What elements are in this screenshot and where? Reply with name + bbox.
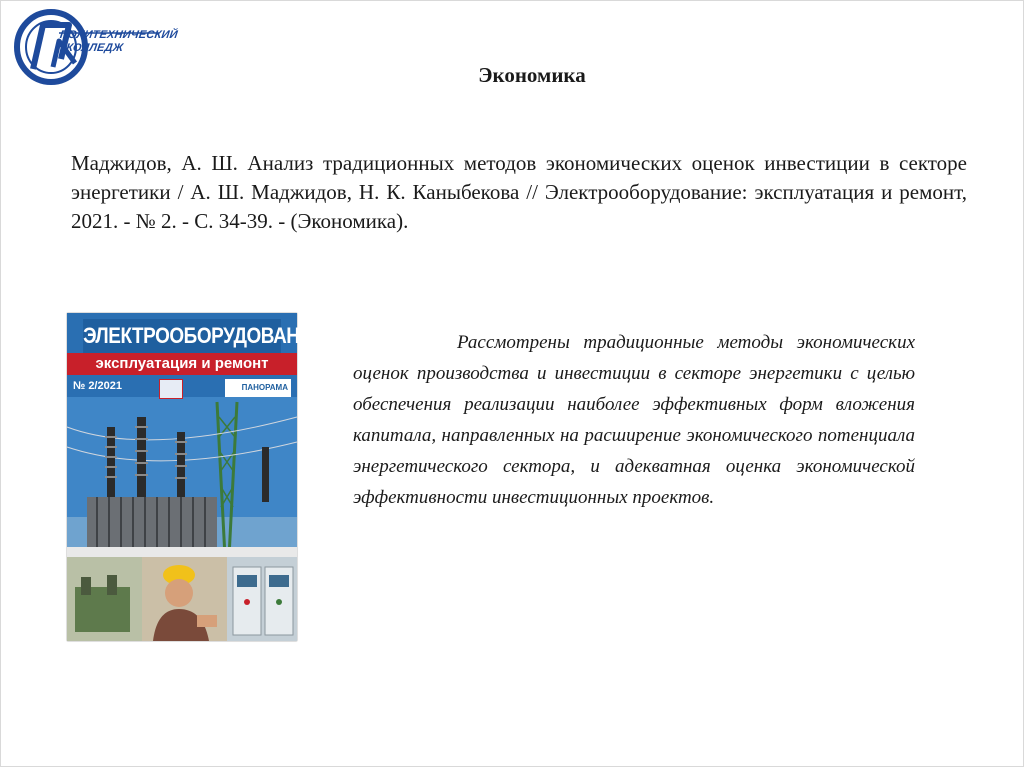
bibliographic-citation: Маджидов, А. Ш. Анализ традиционных методов экономических оценок инвестиции в секторе энергетики / А. Ш. Маджидов, Н. К. Каныбекова // Электрооборудование: эксплуатация и ремонт, 2021. - № 2. - С. 34-39. - (Экономика). [71, 151, 967, 233]
cover-issue-number: № 2/2021 [73, 380, 122, 392]
logo-line2: КОЛЛЕДЖ [65, 42, 125, 54]
logo-line1: ПОЛИТЕХНИЧЕСКИЙ [59, 29, 179, 41]
journal-cover-image [67, 313, 325, 641]
page-title: Экономика [478, 63, 586, 87]
cover-subtitle: эксплуатация и ремонт [67, 353, 297, 375]
cover-badge-icon [159, 379, 183, 399]
cover-title: ЭЛЕКТРООБОРУДОВАНИЕ [83, 319, 281, 353]
cover-photo-collage [67, 397, 297, 641]
logo-text [57, 29, 178, 55]
abstract-text: Рассмотрены традиционные методы экономических оценок производства и инвестиции в секторе энергетики с целью обеспечения реализации наиболее эффективных форм вложения капитала, направленных на расширение экономического потенциала энергетического сектора, и адекватная оценка экономической эффективности инвестиционных проектов. [353, 332, 915, 508]
cover-publisher: ПАНОРАМА [225, 379, 291, 397]
